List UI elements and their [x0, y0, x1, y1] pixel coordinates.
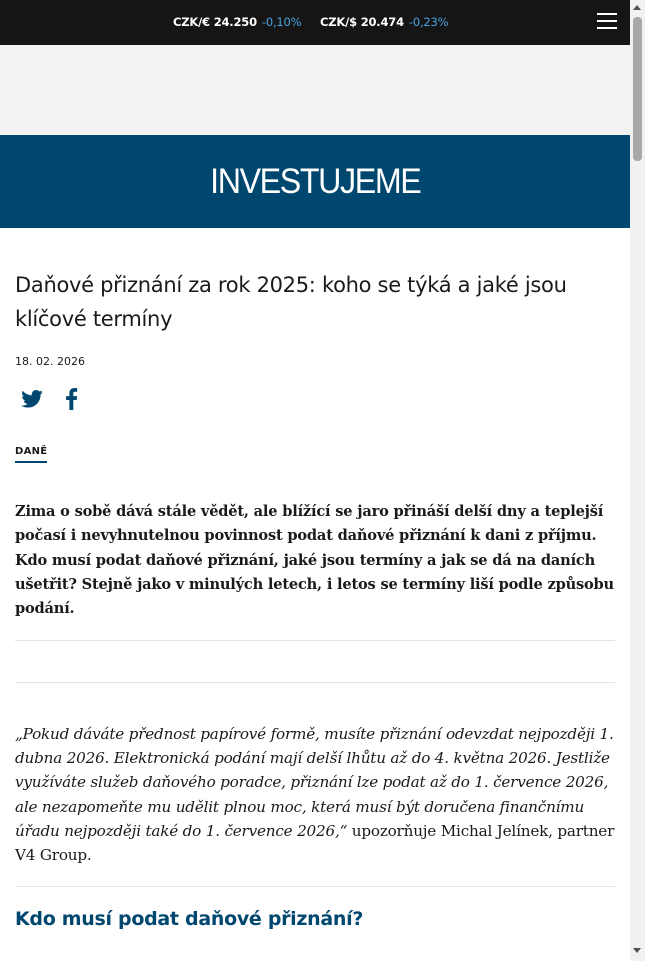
scroll-down-arrow-icon[interactable] — [633, 948, 641, 953]
quote-attribution: upozorňuje Michal Jelínek, partner V4 Group. — [15, 821, 615, 865]
twitter-icon[interactable] — [21, 390, 43, 408]
facebook-icon[interactable] — [65, 388, 78, 410]
brand-header — [0, 135, 630, 228]
quote-text: „Pokud dáváte přednost papírové formě, musíte přiznání odevzdat nejpozději 1. dubna 2026. Elektronická podání mají delší lhůtu až do 4. května 2026. Jestliže využíváte služeb daňového poradce, přiznání lze podat až do 1. července 2026, ale nezapomeňte mu udělit plnou moc, která musí být doručena finančnímu úřadu nejpozději také do 1. července 2026,“ — [15, 725, 614, 840]
ad-placeholder — [0, 45, 630, 135]
share-bar — [21, 386, 78, 412]
rate-eur-value: CZK/€ 24.250 — [173, 15, 257, 29]
rate-usd-value: CZK/$ 20.474 — [320, 15, 404, 29]
divider — [15, 886, 615, 887]
article-quote — [15, 722, 615, 867]
divider — [15, 682, 615, 683]
section-heading: Kdo musí podat daňové přiznání? — [15, 908, 364, 930]
hamburger-icon[interactable] — [597, 13, 617, 31]
article-date: 18. 02. 2026 — [15, 355, 85, 368]
scrollbar[interactable] — [630, 0, 645, 961]
category-tag[interactable]: DANĚ — [15, 446, 47, 463]
top-bar — [0, 0, 630, 45]
rate-usd-change: -0,23% — [408, 15, 449, 29]
article-perex: Zima o sobě dává stále vědět, ale blížící se jaro přináší delší dny a teplejší počasí i nevyhnutelnou povinnost podat daňové přiznání k dani z příjmu. Kdo musí podat daňové přiznání, jaké jsou termíny a jak se dá na daních ušetřit? Stejně jako v minulých letech, i letos se termíny liší podle způsobu podání. — [15, 503, 614, 618]
article-title: Daňové přiznání za rok 2025: koho se týká a jaké jsou klíčové termíny — [15, 273, 567, 331]
rate-eur — [173, 15, 301, 29]
divider — [15, 640, 615, 641]
site-logo[interactable]: INVESTUJEME — [209, 161, 421, 201]
scroll-up-arrow-icon[interactable] — [633, 5, 641, 10]
rate-eur-change: -0,10% — [261, 15, 302, 29]
rate-usd — [320, 15, 448, 29]
scroll-thumb[interactable] — [633, 17, 642, 161]
